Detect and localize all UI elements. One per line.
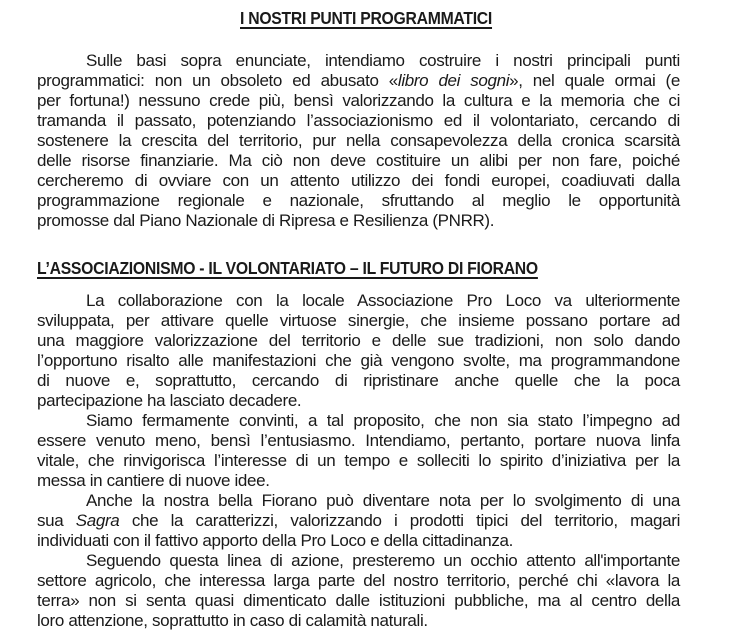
paragraph-line: vitale, che rinvigorisca l’interesse di un tempo e solleciti lo spirito d’iniziativa per la	[37, 451, 680, 470]
paragraph-line: loro attenzione, soprattutto in caso di calamità naturali.	[37, 611, 428, 630]
paragraph-line: sviluppata, per attivare quelle virtuose sinergie, che insieme possano portare ad	[37, 311, 680, 330]
paragraph-line: Siamo fermamente convinti, a tal proposito, che non sia stato l’impegno ad	[86, 411, 680, 430]
paragraph-line: settore agricolo, che interessa larga parte del nostro territorio, perché chi «lavora la	[37, 571, 680, 590]
paragraph-line	[37, 511, 680, 531]
paragraph-line: partecipazione ha lasciato decadere.	[37, 391, 302, 410]
text-run: che la caratterizzi, valorizzando i prodotti tipici del territorio, magari	[119, 511, 680, 530]
text-run: », nel quale ormai (e	[509, 71, 680, 90]
paragraph-line: La collaborazione con la locale Associazione Pro Loco va ulteriormente	[86, 291, 680, 310]
text-run: programmatici: non un obsoleto ed abusato «	[37, 71, 398, 90]
paragraph-line: cercheremo di ovviare con un attento utilizzo dei fondi europei, coadiuvati dalla	[37, 171, 680, 190]
paragraph-line: di nuove e, soprattutto, cercando di ripristinare anche quelle che la poca	[37, 371, 680, 390]
paragraph-line: messa in cantiere di nuove idee.	[37, 471, 270, 490]
paragraph-line	[37, 71, 680, 91]
paragraph-line: tramanda il passato, potenziando l’associazionismo ed il volontariato, cercando di	[37, 111, 680, 130]
italic-text: libro dei sogni	[397, 71, 510, 90]
paragraph-line: delle risorse finanziarie. Ma ciò non deve costituire un alibi per non fare, poiché	[37, 151, 680, 170]
section-heading-associazionismo: L’ASSOCIAZIONISMO - IL VOLONTARIATO – IL FUTURO DI FIORANO	[37, 258, 538, 278]
paragraph-line: l’opportuno risalto alle manifestazioni che già vengono svolte, ma programmandone	[37, 351, 680, 370]
paragraph-line: per fortuna!) nessuno crede più, bensì valorizzando la cultura e la memoria che ci	[37, 91, 680, 110]
paragraph-line: una maggiore valorizzazione del territorio e delle sue tradizioni, non solo dando	[37, 331, 680, 350]
paragraph-line: essere venuto meno, bensì l’entusiasmo. Intendiamo, pertanto, portare nuova linfa	[37, 431, 680, 450]
paragraph-line: sostenere la crescita del territorio, pur nella consapevolezza della cronica scarsità	[37, 131, 680, 150]
paragraph-line: programmazione regionale e nazionale, sfruttando al meglio le opportunità	[37, 191, 680, 210]
section-heading-punti-programmatici: I NOSTRI PUNTI PROGRAMMATICI	[240, 8, 493, 28]
paragraph-line: individuati con il fattivo apporto della Pro Loco e della cittadinanza.	[37, 531, 514, 550]
italic-text: Sagra	[75, 511, 120, 530]
paragraph-line: Sulle basi sopra enunciate, intendiamo costruire i nostri principali punti	[86, 51, 680, 70]
paragraph-line: Anche la nostra bella Fiorano può diventare nota per lo svolgimento di una	[86, 491, 680, 510]
paragraph-line: promosse dal Piano Nazionale di Ripresa e Resilienza (PNRR).	[37, 211, 495, 230]
text-run: sua	[37, 511, 76, 530]
paragraph-line: terra» non si senta quasi dimenticato dalle istituzioni pubbliche, ma al centro della	[37, 591, 680, 610]
paragraph-line: Seguendo questa linea di azione, presteremo un occhio attento all'importante	[86, 551, 680, 570]
